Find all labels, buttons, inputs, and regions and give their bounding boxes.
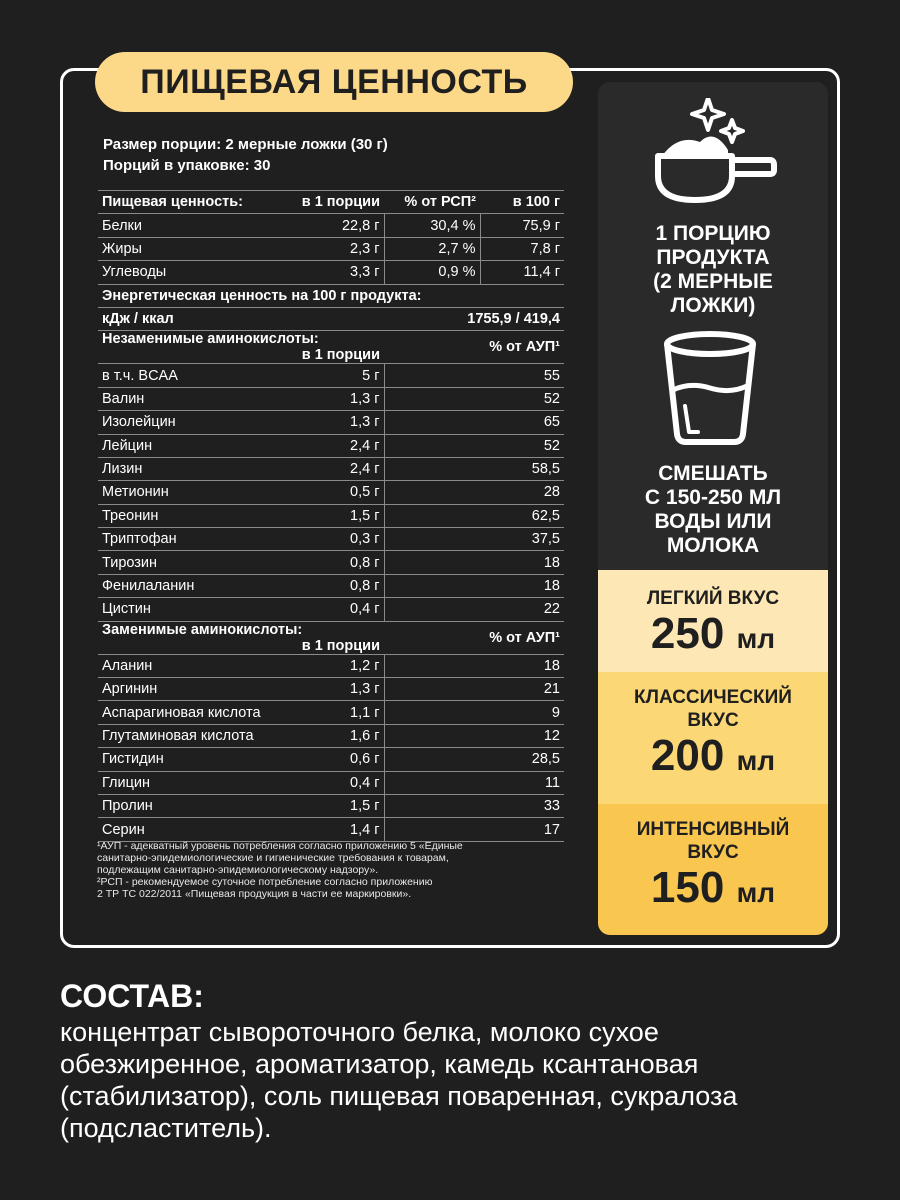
composition-line: (подсластитель).	[60, 1113, 272, 1143]
nonessential-header-cell	[98, 621, 384, 654]
taste-intense	[598, 804, 828, 935]
table-row	[98, 528, 564, 551]
row-portion: 2,4 г	[288, 457, 384, 480]
essential-rows	[98, 364, 564, 621]
row-portion: 0,5 г	[288, 481, 384, 504]
row-value: 75,9 г	[480, 214, 564, 237]
row-value: 0,9 %	[384, 261, 480, 284]
row-percent: 62,5	[384, 504, 564, 527]
row-name: Треонин	[98, 504, 288, 527]
row-name: Жиры	[98, 237, 288, 260]
taste-amount-number: 150	[650, 863, 725, 912]
table-row	[98, 678, 564, 701]
essential-title: Незаменимые аминокислоты:	[102, 331, 319, 348]
row-percent: 17	[384, 818, 564, 841]
row-portion: 1,2 г	[288, 654, 384, 677]
serving-info	[103, 134, 388, 176]
taste-amount-number: 200	[650, 731, 725, 780]
table-row	[98, 818, 564, 841]
header-cell: в 100 г	[480, 191, 564, 214]
serving-size: Размер порции: 2 мерные ложки (30 г)	[103, 136, 388, 153]
row-percent: 28	[384, 481, 564, 504]
taste-label: ВКУС	[687, 710, 739, 731]
row-name: Лейцин	[98, 434, 288, 457]
composition-line: концентрат сывороточного белка, молоко сухое	[60, 1017, 659, 1047]
scoop-text-line: ПРОДУКТА	[656, 246, 770, 269]
row-portion: 0,3 г	[288, 528, 384, 551]
row-portion: 0,4 г	[288, 771, 384, 794]
row-name: Тирозин	[98, 551, 288, 574]
table-row	[98, 457, 564, 480]
row-name: Гистидин	[98, 748, 288, 771]
row-percent: 22	[384, 598, 564, 621]
taste-amount-unit: мл	[736, 877, 776, 908]
scoop-text-line: ЛОЖКИ)	[670, 294, 756, 317]
scoop-instructions	[598, 222, 828, 318]
nonessential-col-portion: в 1 порции	[301, 637, 380, 654]
row-percent: 11	[384, 771, 564, 794]
row-value: 2,3 г	[288, 237, 384, 260]
table-row	[98, 701, 564, 724]
row-name: Триптофан	[98, 528, 288, 551]
taste-amount-unit: мл	[736, 745, 776, 776]
mix-text-line: ВОДЫ ИЛИ	[654, 510, 772, 533]
row-portion: 2,4 г	[288, 434, 384, 457]
row-name: Аргинин	[98, 678, 288, 701]
nutrition-table	[98, 190, 564, 842]
composition-line: обезжиренное, ароматизатор, камедь ксантановая	[60, 1049, 699, 1079]
row-portion: 0,8 г	[288, 574, 384, 597]
row-percent: 55	[384, 364, 564, 387]
row-value: 2,7 %	[384, 237, 480, 260]
table-row	[98, 214, 564, 237]
taste-light	[598, 570, 828, 672]
essential-col-portion: в 1 порции	[301, 347, 380, 364]
footnotes	[97, 840, 567, 900]
table-row	[98, 387, 564, 410]
taste-classic	[598, 672, 828, 804]
footnote-line: ²РСП - рекомендуемое суточное потребление согласно приложению	[97, 876, 433, 888]
composition	[60, 978, 880, 1144]
table-row	[98, 551, 564, 574]
mix-text-line: С 150-250 МЛ	[644, 486, 782, 509]
mix-instructions	[598, 462, 828, 558]
row-portion: 1,3 г	[288, 411, 384, 434]
taste-amount	[598, 864, 828, 917]
essential-header-cell	[98, 331, 384, 364]
row-portion: 1,1 г	[288, 701, 384, 724]
row-name: Лизин	[98, 457, 288, 480]
composition-text	[60, 1016, 880, 1144]
nonessential-col-percent: % от АУП¹	[384, 621, 564, 654]
essential-col-percent: % от АУП¹	[384, 331, 564, 364]
header-cell: в 1 порции	[288, 191, 384, 214]
table-row	[98, 237, 564, 260]
table-row	[98, 748, 564, 771]
table-row	[98, 364, 564, 387]
row-portion: 0,6 г	[288, 748, 384, 771]
row-name: Углеводы	[98, 261, 288, 284]
row-percent: 58,5	[384, 457, 564, 480]
energy-value: 1755,9 / 419,4	[384, 307, 564, 330]
row-name: Пролин	[98, 794, 288, 817]
row-portion: 1,5 г	[288, 504, 384, 527]
taste-amount-unit: мл	[736, 623, 776, 654]
row-percent: 12	[384, 724, 564, 747]
footnote-line: 2 ТР ТС 022/2011 «Пищевая продукция в части ее маркировки».	[97, 888, 412, 900]
row-value: 3,3 г	[288, 261, 384, 284]
table-row	[98, 411, 564, 434]
row-value: 30,4 %	[384, 214, 480, 237]
energy-header-row	[98, 284, 564, 307]
row-name: Аланин	[98, 654, 288, 677]
nonessential-title: Заменимые аминокислоты:	[102, 621, 303, 638]
nonessential-header-row	[98, 621, 564, 654]
mix-text-line: СМЕШАТЬ	[658, 462, 768, 485]
page-title: ПИЩЕВАЯ ЦЕННОСТЬ	[95, 52, 573, 112]
taste-amount	[598, 732, 828, 785]
table-row	[98, 261, 564, 284]
header-cell: % от РСП²	[384, 191, 480, 214]
nonessential-rows	[98, 654, 564, 841]
composition-line: (стабилизатор), соль пищевая поваренная, сукралоза	[60, 1081, 738, 1111]
row-name: Белки	[98, 214, 288, 237]
table-row	[98, 504, 564, 527]
row-value: 11,4 г	[480, 261, 564, 284]
row-portion: 5 г	[288, 364, 384, 387]
row-name: Валин	[98, 387, 288, 410]
taste-label: ВКУС	[687, 842, 739, 863]
row-percent: 18	[384, 551, 564, 574]
row-portion: 1,3 г	[288, 387, 384, 410]
servings-per-pack: Порций в упаковке: 30	[103, 157, 271, 174]
glass-icon	[660, 330, 760, 448]
taste-label: ЛЕГКИЙ ВКУС	[646, 588, 780, 609]
energy-unit: кДж / ккал	[98, 307, 384, 330]
scoop-icon	[648, 98, 778, 208]
row-percent: 65	[384, 411, 564, 434]
row-percent: 37,5	[384, 528, 564, 551]
table-row	[98, 481, 564, 504]
row-name: Аспарагиновая кислота	[98, 701, 288, 724]
taste-label: КЛАССИЧЕСКИЙ	[634, 687, 792, 708]
table-row	[98, 724, 564, 747]
scoop-text-line: (2 МЕРНЫЕ	[653, 270, 773, 293]
footnote-line: санитарно-эпидемиологические и гигиенические требования к товарам,	[97, 852, 449, 864]
row-name: Цистин	[98, 598, 288, 621]
row-percent: 18	[384, 654, 564, 677]
table-row	[98, 794, 564, 817]
scoop-text-line: 1 ПОРЦИЮ	[655, 222, 771, 245]
mix-text-line: МОЛОКА	[666, 534, 760, 557]
row-percent: 33	[384, 794, 564, 817]
row-name: Глутаминовая кислота	[98, 724, 288, 747]
row-value: 22,8 г	[288, 214, 384, 237]
footnote-line: подлежащим санитарно-эпидемиологическому надзору».	[97, 864, 379, 876]
row-name: Изолейцин	[98, 411, 288, 434]
preparation-panel	[598, 82, 828, 935]
row-name: в т.ч. BCAA	[98, 364, 288, 387]
row-portion: 1,6 г	[288, 724, 384, 747]
footnote-line: ¹АУП - адекватный уровень потребления согласно приложению 5 «Единые	[97, 840, 463, 852]
row-portion: 1,4 г	[288, 818, 384, 841]
row-name: Глицин	[98, 771, 288, 794]
row-portion: 0,8 г	[288, 551, 384, 574]
row-name: Серин	[98, 818, 288, 841]
row-percent: 52	[384, 387, 564, 410]
table-row	[98, 598, 564, 621]
table-row	[98, 771, 564, 794]
row-value: 7,8 г	[480, 237, 564, 260]
essential-header-row	[98, 331, 564, 364]
row-percent: 18	[384, 574, 564, 597]
row-percent: 28,5	[384, 748, 564, 771]
row-portion: 0,4 г	[288, 598, 384, 621]
table-row	[98, 434, 564, 457]
taste-amount	[598, 610, 828, 663]
row-percent: 52	[384, 434, 564, 457]
table-row	[98, 654, 564, 677]
energy-label: Энергетическая ценность на 100 г продукта:	[98, 284, 564, 307]
taste-label: ИНТЕНСИВНЫЙ	[636, 819, 790, 840]
row-percent: 21	[384, 678, 564, 701]
header-cell: Пищевая ценность:	[98, 191, 288, 214]
row-name: Метионин	[98, 481, 288, 504]
nutrition-header-row	[98, 191, 564, 214]
table-row	[98, 574, 564, 597]
row-portion: 1,5 г	[288, 794, 384, 817]
row-name: Фенилаланин	[98, 574, 288, 597]
composition-heading: СОСТАВ:	[60, 978, 204, 1014]
energy-row	[98, 307, 564, 330]
taste-amount-number: 250	[650, 609, 725, 658]
row-percent: 9	[384, 701, 564, 724]
row-portion: 1,3 г	[288, 678, 384, 701]
